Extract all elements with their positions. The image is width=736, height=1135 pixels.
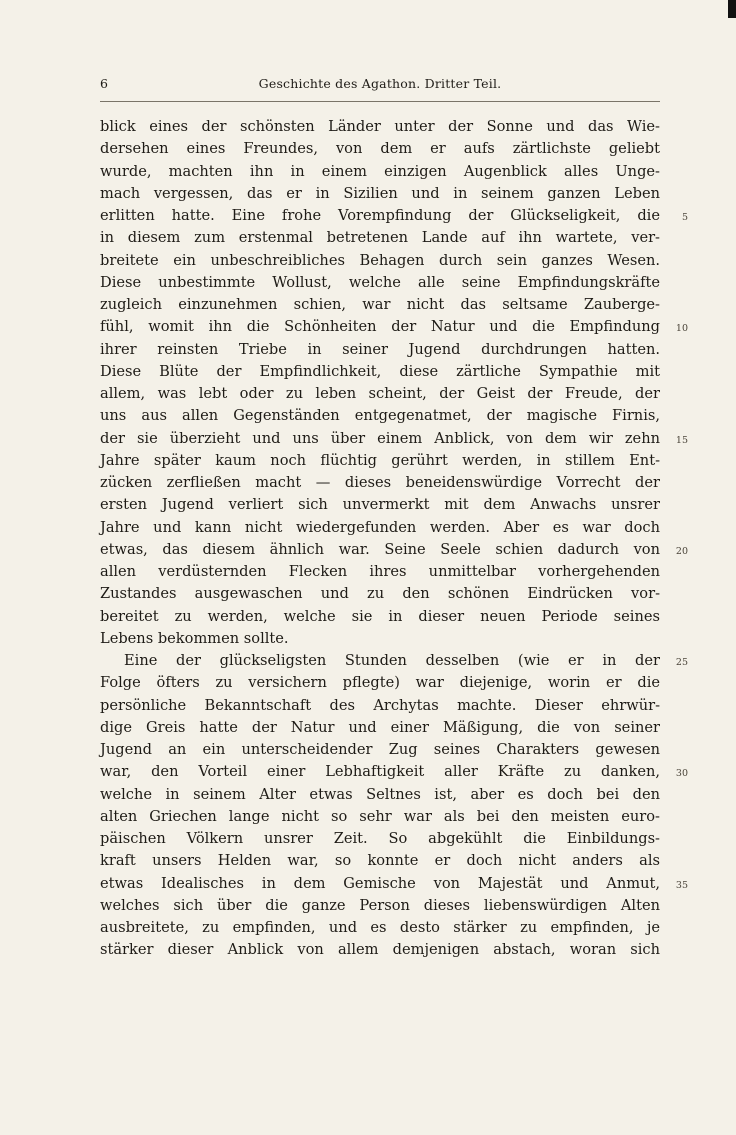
text-line-content: Diese unbestimmte Wollust, welche alle seine Empfindungskräfte <box>100 273 660 291</box>
text-line-content: erlitten hatte. Eine frohe Vorempfindung der Glückseligkeit, die <box>100 207 660 224</box>
text-line <box>100 294 660 316</box>
text-line <box>100 628 660 650</box>
text-line-content: Folge öfters zu versichern pflegte) war diejenige, worin er die <box>100 674 660 692</box>
running-title: Geschichte des Agathon. Dritter Teil. <box>258 76 502 91</box>
line-number: 20 <box>675 545 688 557</box>
line-number: 5 <box>681 212 688 223</box>
text-line <box>100 761 688 783</box>
text-line <box>100 316 688 338</box>
text-line <box>100 428 688 450</box>
text-line <box>100 583 660 605</box>
text-line-content: Eine der glückseligsten Stunden desselben (wie er in der <box>124 652 660 669</box>
text-line-content: welches sich über die ganze Person dieses liebenswürdigen Alten <box>100 896 660 914</box>
text-line-content: Jugend an ein unterscheidender Zug seines Charakters gewesen <box>100 741 660 758</box>
text-line-content: Jahre und kann nicht wiedergefunden werden. Aber es war doch <box>100 518 660 536</box>
text-line-content: etwas, das diesem ähnlich war. Seine Seele schien dadurch von <box>100 540 660 558</box>
text-line <box>100 161 660 183</box>
line-number: 30 <box>675 768 688 780</box>
text-line <box>100 250 660 272</box>
text-line-content: allem, was lebt oder zu leben scheint, der Geist der Freude, der <box>100 385 660 402</box>
text-line <box>100 472 660 494</box>
text-line <box>100 494 660 516</box>
text-line <box>100 116 660 138</box>
text-line <box>100 272 660 294</box>
line-number: 35 <box>675 879 688 891</box>
text-line <box>100 450 660 472</box>
text-line-content: ihrer reinsten Triebe in seiner Jugend durchdrungen hatten. <box>100 340 660 358</box>
text-line <box>100 205 688 227</box>
text-line-content: päischen Völkern unsrer Zeit. So abgekühlt die Einbildungs- <box>100 830 660 847</box>
text-line <box>100 806 660 828</box>
text-line <box>100 339 660 361</box>
text-line <box>100 517 660 539</box>
text-line <box>100 383 660 405</box>
text-line <box>100 138 660 160</box>
text-line <box>100 873 688 895</box>
text-line <box>100 561 660 583</box>
text-line <box>100 606 660 628</box>
line-number: 10 <box>675 323 688 335</box>
text-line-content: uns aus allen Gegenständen entgegenatmet, der magische Firnis, <box>100 407 660 425</box>
text-line-content: bereitet zu werden, welche sie in dieser neuen Periode seines <box>100 607 660 625</box>
text-line-content: breitete ein unbeschreibliches Behagen durch sein ganzes Wesen. <box>100 251 660 269</box>
text-line-content: zugleich einzunehmen schien, war nicht das seltsame Zauberge- <box>100 296 660 313</box>
text-line <box>100 361 660 383</box>
text-line <box>100 917 660 939</box>
line-number: 15 <box>675 434 688 446</box>
text-line <box>100 650 688 672</box>
text-line-content: mach vergessen, das er in Sizilien und in seinem ganzen Leben <box>100 184 660 202</box>
text-line <box>100 717 660 739</box>
text-line-content: der sie überzieht und uns über einem Anblick, von dem wir zehn <box>100 429 660 447</box>
text-line-content: allen verdüsternden Flecken ihres unmittelbar vorhergehenden <box>100 563 660 580</box>
text-line <box>100 672 660 694</box>
text-line <box>100 828 660 850</box>
text-line-content: Lebens bekommen sollte. <box>100 629 289 647</box>
text-line-content: dersehen eines Freundes, von dem er aufs zärtlichste geliebt <box>100 140 660 158</box>
text-line-content: blick eines der schönsten Länder unter der Sonne und das Wie- <box>100 118 660 135</box>
text-line-content: stärker dieser Anblick von allem demjenigen abstach, woran sich <box>100 941 660 959</box>
text-line <box>100 739 660 761</box>
text-line-content: kraft unsers Helden war, so konnte er doch nicht anders als <box>100 852 660 870</box>
line-number: 25 <box>675 657 688 668</box>
text-line-content: dige Greis hatte der Natur und einer Mäßigung, die von seiner <box>100 718 660 736</box>
text-line-content: etwas Idealisches in dem Gemische von Majestät und Anmut, <box>100 874 660 892</box>
text-line-content: wurde, machten ihn in einem einzigen Augenblick alles Unge- <box>100 162 660 180</box>
page-header <box>100 76 660 96</box>
text-line <box>100 183 660 205</box>
text-line <box>100 784 660 806</box>
text-line <box>100 405 660 427</box>
text-line <box>100 939 660 961</box>
text-line <box>100 227 660 249</box>
text-line-content: war, den Vorteil einer Lebhaftigkeit aller Kräfte zu danken, <box>100 763 660 781</box>
text-line <box>100 895 660 917</box>
text-line-content: persönliche Bekanntschaft des Archytas machte. Dieser ehrwür- <box>100 696 660 714</box>
text-line-content: in diesem zum erstenmal betretenen Lande auf ihn wartete, ver- <box>100 229 660 247</box>
text-line-content: alten Griechen lange nicht so sehr war als bei den meisten euro- <box>100 807 660 825</box>
text-line-content: Jahre später kaum noch flüchtig gerührt werden, in stillem Ent- <box>100 451 660 469</box>
page-number: 6 <box>100 76 109 91</box>
text-line-content: ausbreitete, zu empfinden, und es desto stärker zu empfinden, je <box>100 919 660 936</box>
text-line-content: fühl, womit ihn die Schönheiten der Natur und die Empfindung <box>100 318 660 336</box>
text-line-content: welche in seinem Alter etwas Seltnes ist, aber es doch bei den <box>100 785 660 803</box>
text-line-content: ersten Jugend verliert sich unvermerkt mit dem Anwachs unsrer <box>100 496 660 514</box>
header-rule <box>100 101 660 102</box>
text-line-content: Diese Blüte der Empfindlichkeit, diese zärtliche Sympathie mit <box>100 362 660 380</box>
body-text <box>100 116 688 962</box>
text-line-content: Zustandes ausgewaschen und zu den schönen Eindrücken vor- <box>100 585 660 603</box>
text-line <box>100 695 660 717</box>
text-line <box>100 850 660 872</box>
text-line <box>100 539 688 561</box>
text-line-content: zücken zerfließen macht — dieses beneidenswürdige Vorrecht der <box>100 474 660 491</box>
